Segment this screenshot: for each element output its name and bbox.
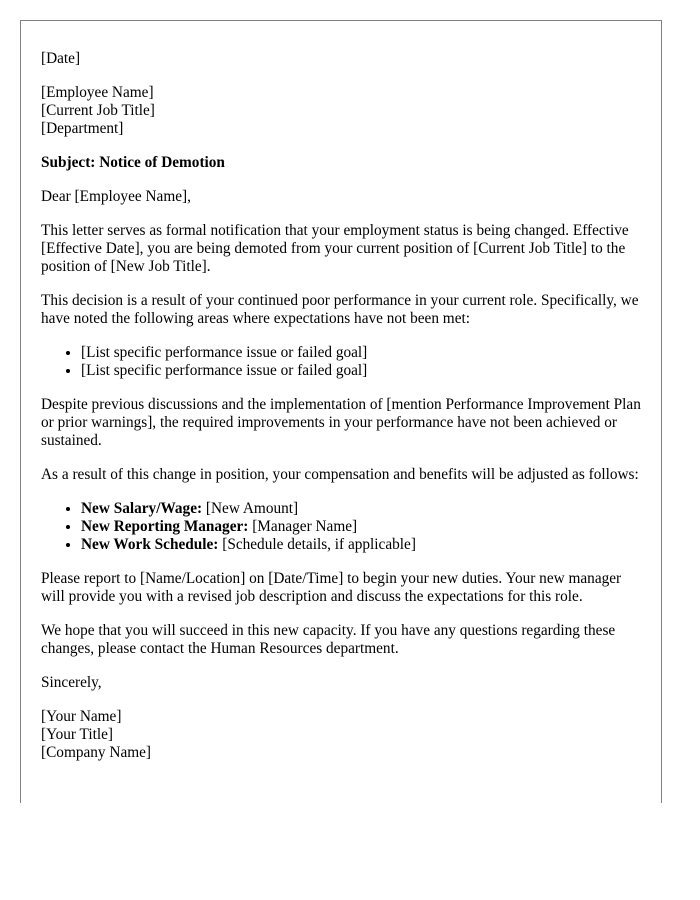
change-item-manager	[81, 518, 641, 536]
letter-page	[20, 20, 662, 803]
paragraph-reason: This decision is a result of your continued poor performance in your current role. Specifically, we have noted the following areas where expectations have not been met:	[41, 292, 639, 327]
signature-block	[41, 708, 641, 762]
change-item-salary	[81, 500, 641, 518]
issue-item: • [List specific performance issue or failed goal]	[81, 344, 641, 362]
letter-body	[41, 21, 641, 762]
change-value: [Schedule details, if applicable]	[218, 536, 416, 553]
issues-list	[41, 344, 641, 380]
paragraph-report: Please report to [Name/Location] on [Date/Time] to begin your new duties. Your new manager will provide you with a revised job description and discuss the expectations for this role.	[41, 570, 622, 605]
recipient-title: [Current Job Title]	[41, 102, 155, 119]
signature-title: [Your Title]	[41, 726, 113, 743]
paragraph-compensation: As a result of this change in position, your compensation and benefits will be adjusted as follows:	[41, 466, 639, 483]
letter-date: [Date]	[41, 50, 81, 67]
signature-company: [Company Name]	[41, 744, 152, 761]
change-item-schedule	[81, 536, 641, 554]
recipient-department: [Department]	[41, 120, 124, 137]
recipient-block	[41, 84, 641, 138]
issue-item: • [List specific performance issue or failed goal]	[81, 362, 641, 380]
letter-closing: Sincerely,	[41, 674, 102, 691]
change-value: [Manager Name]	[248, 518, 358, 535]
letter-subject: Subject: Notice of Demotion	[41, 154, 225, 171]
change-label: New Reporting Manager:	[81, 518, 249, 535]
paragraph-notification: This letter serves as formal notification that your employment status is being changed. Effective [Effective Date], you are being demoted from your current position of [Current Job Title] to the position of [New Job Title].	[41, 222, 629, 275]
letter-salutation: Dear [Employee Name],	[41, 188, 191, 205]
change-label: New Work Schedule:	[81, 536, 219, 553]
paragraph-closing-remarks: We hope that you will succeed in this new capacity. If you have any questions regarding these changes, please contact the Human Resources department.	[41, 622, 616, 657]
recipient-name: [Employee Name]	[41, 84, 154, 101]
paragraph-prior-discussions: Despite previous discussions and the implementation of [mention Performance Improvement Plan or prior warnings], the required improvements in your performance have not been achieved or sustained.	[41, 396, 641, 449]
changes-list	[41, 500, 641, 554]
signature-name: [Your Name]	[41, 708, 122, 725]
change-label: New Salary/Wage:	[81, 500, 203, 517]
change-value: [New Amount]	[202, 500, 299, 517]
